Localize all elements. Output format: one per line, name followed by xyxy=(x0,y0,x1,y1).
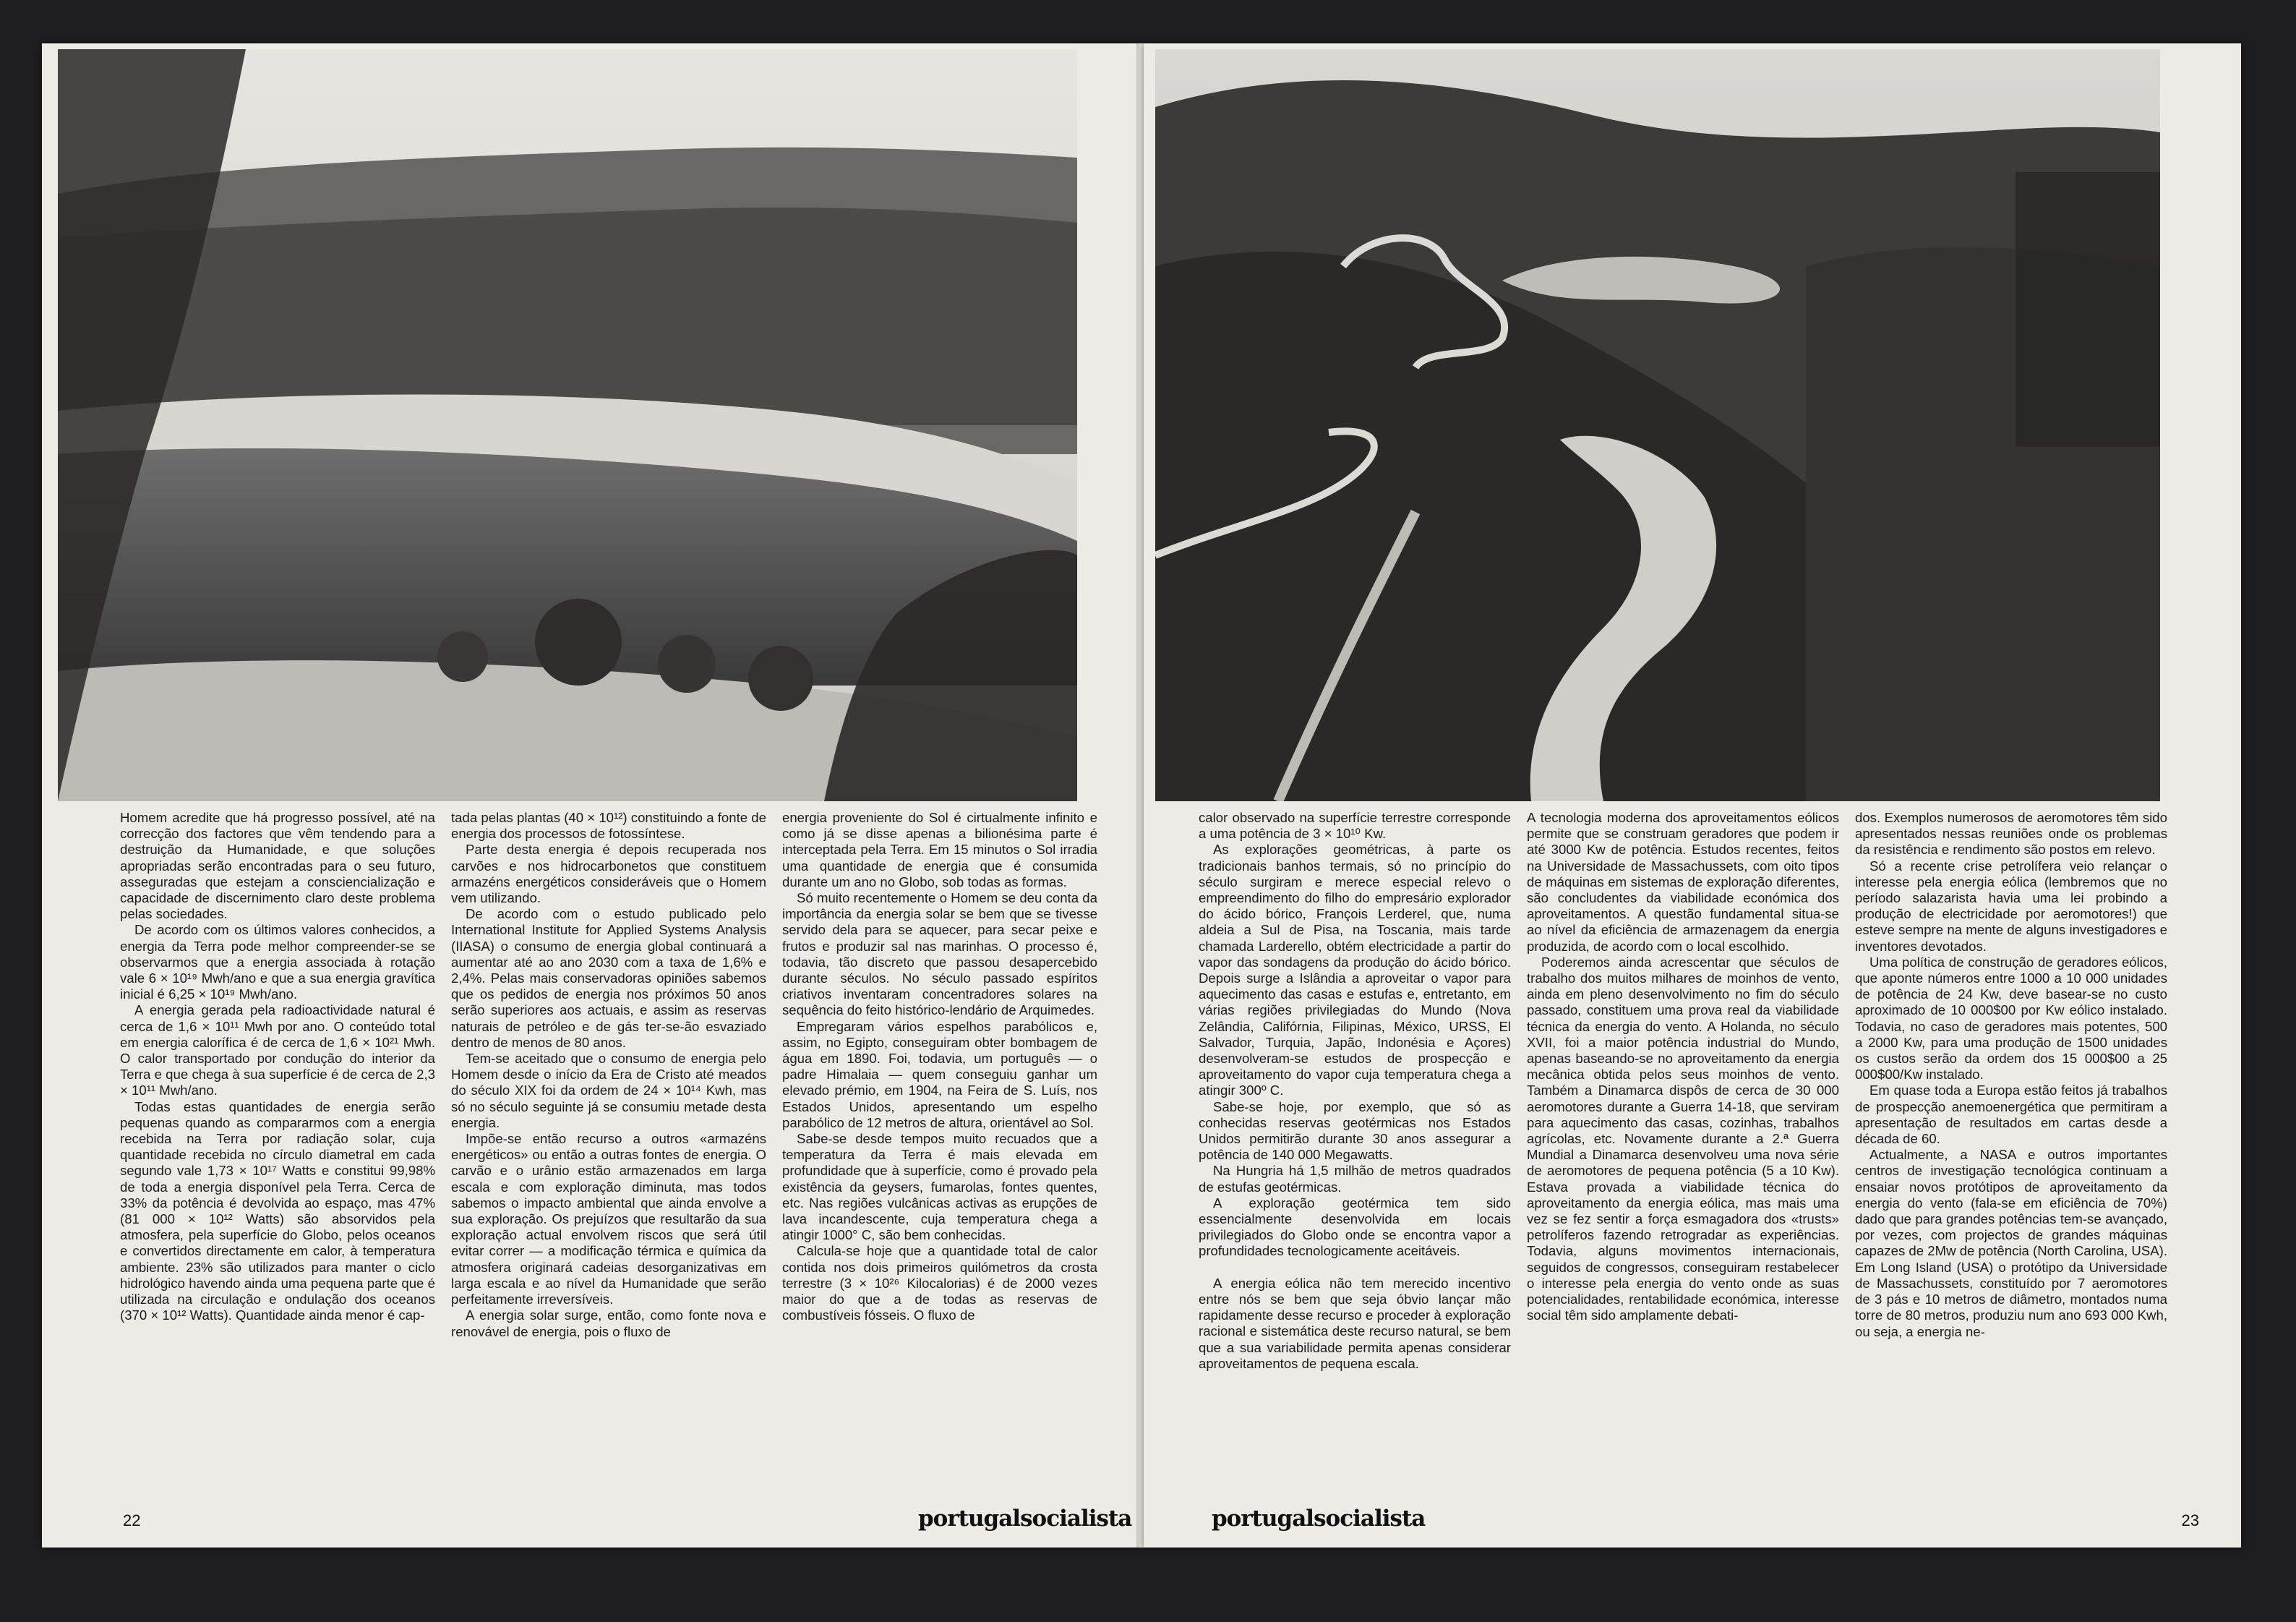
paragraph: tada pelas plantas (40 × 10¹²) constituindo a fonte de energia dos processos de fotossíntese. xyxy=(451,810,766,842)
right-column-2 xyxy=(1527,810,1839,1372)
paragraph: Empregaram vários espelhos parabólicos e, assim, no Egipto, conseguiram obter bombagem de água em 1890. Foi, todavia, um português — o padre Himalaia — quem conseguiu ganhar um elevado prémio, em 1904, na Feira de S. Luís, nos Estados Unidos, apresentando um espelho parabólico de 12 metros de altura, orientável ao Sol. xyxy=(782,1018,1097,1130)
paragraph: Actualmente, a NASA e outros importantes centros de investigação tecnológica continuam a ensaiar novos protótipos de aproveitamento da energia do vento (fala-se em eficiência de 70%) dado que para grandes potências tem-se avançado, por vezes, com projectos de grandes máquinas capazes de 2Mw de potência (North Carolina, USA). Em Long Island (USA) o protótipo da Universidade de Massachussets, constituído por 7 aeromotores de 3 pás e 10 metros de diâmetro, montados numa torre de 80 metros, produziu num ano 693 000 Kwh, ou seja, a energia ne- xyxy=(1855,1147,2167,1339)
magazine-brand: portugalsocialista xyxy=(1212,1506,1426,1532)
paragraph: De acordo com os últimos valores conhecidos, a energia da Terra pode melhor compreender-se se observarmos que a energia associada à rotação vale 6 × 10¹⁹ Mwh/ano e que a sua energia gravítica inicial é 6,25 × 10¹⁹ Mwh/ano. xyxy=(120,922,435,1002)
paragraph: dos. Exemplos numerosos de aeromotores têm sido apresentados nessas reuniões onde os problemas da resistência e rendimento são postos em relevo. xyxy=(1855,810,2167,858)
paragraph: Todas estas quantidades de energia serão pequenas quando as compararmos com a energia recebida na Terra por radiação solar, cuja quantidade recebida no círculo diametral em cada segundo vale 1,73 × 10¹⁷ Watts e constitui 99,98% de toda a energia disponível pela Terra. Cerca de 33% da potência é devolvida ao espaço, mas 47% (81 000 × 10¹² Watts) são absorvidos pela atmosfera, pela superfície do Globo, pelos oceanos e convertidos directamente em calor, à temperatura ambiente. 23% são utilizados para manter o ciclo hidrológico havendo ainda uma pequena parte que é utilizada na circulação e ondulação dos oceanos (370 × 10¹² Watts). Quantidade ainda menor é cap- xyxy=(120,1098,435,1323)
paragraph: A exploração geotérmica tem sido essencialmente desenvolvida em locais privilegiados do Globo onde se encontra vapor a profundidades tecnologicamente aceitáveis. xyxy=(1199,1195,1511,1259)
paragraph: Só a recente crise petrolífera veio relançar o interesse pela energia eólica (lembremos que no período salazarista havia uma lei probindo a produção de electricidade por aeromotores!) que esteve sempre na mente de alguns investigadores e inventores devotados. xyxy=(1855,858,2167,954)
right-article-text xyxy=(1199,810,2167,1372)
paragraph: Parte desta energia é depois recuperada nos carvões e nos hidrocarbonetos que constituem armazéns energéticos consideráveis que o Homem vem utilizando. xyxy=(451,842,766,906)
left-column-1 xyxy=(120,810,435,1340)
paragraph: Calcula-se hoje que a quantidade total de calor contida nos dois primeiros quilómetros da crosta terrestre (3 × 10²⁶ Kilocalorias) é de 2000 vezes maior do que a de todas as reservas de combustíveis fósseis. O fluxo de xyxy=(782,1243,1097,1323)
page-number: 23 xyxy=(2181,1511,2199,1529)
paragraph: Sabe-se hoje, por exemplo, que só as conhecidas reservas geotérmicas nos Estados Unidos permitirão durante 30 anos assegurar a potência de 140 000 Megawatts. xyxy=(1199,1098,1511,1163)
paragraph: Só muito recentemente o Homem se deu conta da importância da energia solar se bem que se tivesse servido dela para se aquecer, para secar peixe e frutos e produzir sal nas marinhas. O processo é, todavia, tão discreto que passou desapercebido durante séculos. No século passado espíritos criativos inventaram concentradores solares na sequência do feito histórico-lendário de Arquimedes. xyxy=(782,890,1097,1018)
left-column-3 xyxy=(782,810,1097,1340)
paragraph: Homem acredite que há progresso possível, até na correcção dos factores que vêm tendendo para a destruição da Humanidade, e que soluções apropriadas serão encontradas para o seu futuro, asseguradas que estejam a consciencialização e capacidade de discernimento claro deste problema pelas sociedades. xyxy=(120,810,435,922)
paragraph: Uma política de construção de geradores eólicos, que aponte números entre 1000 a 10 000 unidades de potência de 24 Kw, deve basear-se no custo aproximado de 10 000$00 por Kw eólico instalado. Todavia, no caso de geradores mais potentes, 500 a 2000 Kw, para uma produção de 1500 unidades os custos serão da ordem dos 15 000$00 a 25 000$00/Kw instalado. xyxy=(1855,954,2167,1083)
paragraph: A energia eólica não tem merecido incentivo entre nós se bem que seja óbvio lançar mão rapidamente desse recurso e proceder à exploração racional e sistemática deste recurso natural, se bem que a sua variabilidade permita apenas considerar aproveitamentos de pequena escala. xyxy=(1199,1275,1511,1371)
magazine-brand: portugalsocialista xyxy=(918,1506,1132,1532)
left-article-text xyxy=(120,810,1097,1340)
paragraph: A energia gerada pela radioactividade natural é cerca de 1,6 × 10¹¹ Mwh por ano. O conteúdo total em energia calorífica é de cerca de 1,6 × 10²¹ Mwh. O calor transportado por condução do interior da Terra e que chega à sua superfície é de cerca de 2,3 × 10¹¹ Mwh/ano. xyxy=(120,1002,435,1098)
paragraph: Tem-se aceitado que o consumo de energia pelo Homem desde o início da Era de Cristo até meados do século XIX foi da ordem de 24 × 10¹⁴ Kwh, mas só no século seguinte já se consumiu metade desta energia. xyxy=(451,1051,766,1130)
paragraph: De acordo com o estudo publicado pelo International Institute for Applied Systems Analysis (IIASA) o consumo de energia global continuará a aumentar até ao ano 2030 com a taxa de 1,6% e 2,4%. Pelas mais conservadoras opiniões sabemos que os pedidos de energia nos próximos 50 anos serão superiores aos actuais, e assim as reservas naturais de petróleo e de gás ter-se-ão esvaziado dentro de menos de 80 anos. xyxy=(451,906,766,1050)
photo-river-landscape-image xyxy=(58,49,1077,801)
page-number: 22 xyxy=(123,1511,141,1529)
paragraph: Na Hungria há 1,5 milhão de metros quadrados de estufas geotérmicas. xyxy=(1199,1163,1511,1195)
paragraph: calor observado na superfície terrestre corresponde a uma potência de 3 × 10¹⁰ Kw. xyxy=(1199,810,1511,842)
left-column-2 xyxy=(451,810,766,1340)
right-column-1 xyxy=(1199,810,1511,1372)
right-column-3 xyxy=(1855,810,2167,1372)
left-page xyxy=(42,43,1141,1548)
paragraph: Em quase toda a Europa estão feitos já trabalhos de prospecção anemoenergética que permitiram a apresentação de resultados em cartas desde a década de 60. xyxy=(1855,1083,2167,1147)
paragraph: As explorações geométricas, à parte os tradicionais banhos termais, só no princípio do século surgiram e merece especial relevo o empreendimento do filho do empresário explorador do ácido bórico, François Lerderel, que, numa aldeia a Sul de Pisa, na Toscania, mais tarde chamada Larderello, obtém electricidade a partir do vapor das sondagens da produção do ácido bórico. Depois surge a Islândia a aproveitar o vapor para aquecimento das casas e estufas e, entretanto, em várias regiões privilegiadas do Mundo (Nova Zelândia, Califórnia, Filipinas, México, URSS, El Salvador, Turquia, Japão, Indonésia e Açores) desenvolveram-se estudos de prospecção e aproveitamento do vapor cuja temperatura chega a atingir 300º C. xyxy=(1199,842,1511,1098)
paragraph: energia proveniente do Sol é cirtualmente infinito e como já se disse apenas a bilionésima parte é interceptada pela Terra. Em 15 minutos o Sol irradia uma quantidade de energia que é consumida durante um ano no Globo, sob todas as formas. xyxy=(782,810,1097,889)
photo-winding-road-valley xyxy=(1155,49,2160,801)
photo-river-landscape xyxy=(58,49,1077,801)
paragraph: Sabe-se desde tempos muito recuados que a temperatura da Terra é mais elevada em profundidade que à superfície, como é provado pela existência da geysers, fumarolas, fontes quentes, etc. Nas regiões vulcânicas activas as erupções de lava incandescente, cuja temperatura chega a atingir 1000° C, são bem conhecidas. xyxy=(782,1131,1097,1243)
paragraph: Impõe-se então recurso a outros «armazéns energéticos» ou então a outras fontes de energia. O carvão e o urânio estão armazenados em larga escala e com exploração diminuta, mas todos sabemos o impacto ambiental que ainda envolve a sua exploração. Os prejuízos que resultarão da sua exploração actual envolvem riscos que será útil evitar correr — a modificação térmica e química da atmosfera originará cadeias desorganizativas em larga escala e ao nível da Humanidade que serão perfeitamente irreversíveis. xyxy=(451,1131,766,1307)
paragraph: Poderemos ainda acrescentar que séculos de trabalho dos muitos milhares de moinhos de vento, ainda em pleno desenvolvimento no fim do século passado, constituem uma prova real da viabilidade técnica da energia do vento. A Holanda, no século XVII, foi a maior potência industrial do Mundo, apenas baseando-se no aproveitamento da energia mecânica obtida pelos seus moinhos de vento. Também a Dinamarca dispôs de cerca de 30 000 aeromotores durante a Guerra 14-18, que serviram para aquecimento das casas, cozinhas, trabalhos agrícolas, etc. Novamente durante a 2.ª Guerra Mundial a Dinamarca desenvolveu uma nova série de aeromotores de pequena potência (5 a 10 Kw). Estava provada a viabilidade técnica do aproveitamento da energia eólica, mas mais uma vez se fez sentir a força esmagadora dos «trusts» petrolíferos fazendo retrogradar as experiências. Todavia, alguns movimentos internacionais, seguidos de congressos, conseguiram restabelecer o interesse pela energia do vento onde as suas potencialidades, rentabilidade económica, interesse social têm sido amplamente debati- xyxy=(1527,954,1839,1323)
paragraph: A tecnologia moderna dos aproveitamentos eólicos permite que se construam geradores que podem ir até 3000 Kw de potência. Estudos recentes, feitos na Universidade de Massachussets, com oito tipos de máquinas em sistemas de exploração diferentes, são concludentes da viabilidade económica dos aproveitamentos. A questão fundamental situa-se ao nível da eficiência de armazenagem da energia produzida, de acordo com o local escolhido. xyxy=(1527,810,1839,954)
paragraph: A energia solar surge, então, como fonte nova e renovável de energia, pois o fluxo de xyxy=(451,1307,766,1339)
photo-winding-road-valley-image xyxy=(1155,49,2160,801)
right-page xyxy=(1144,43,2241,1548)
